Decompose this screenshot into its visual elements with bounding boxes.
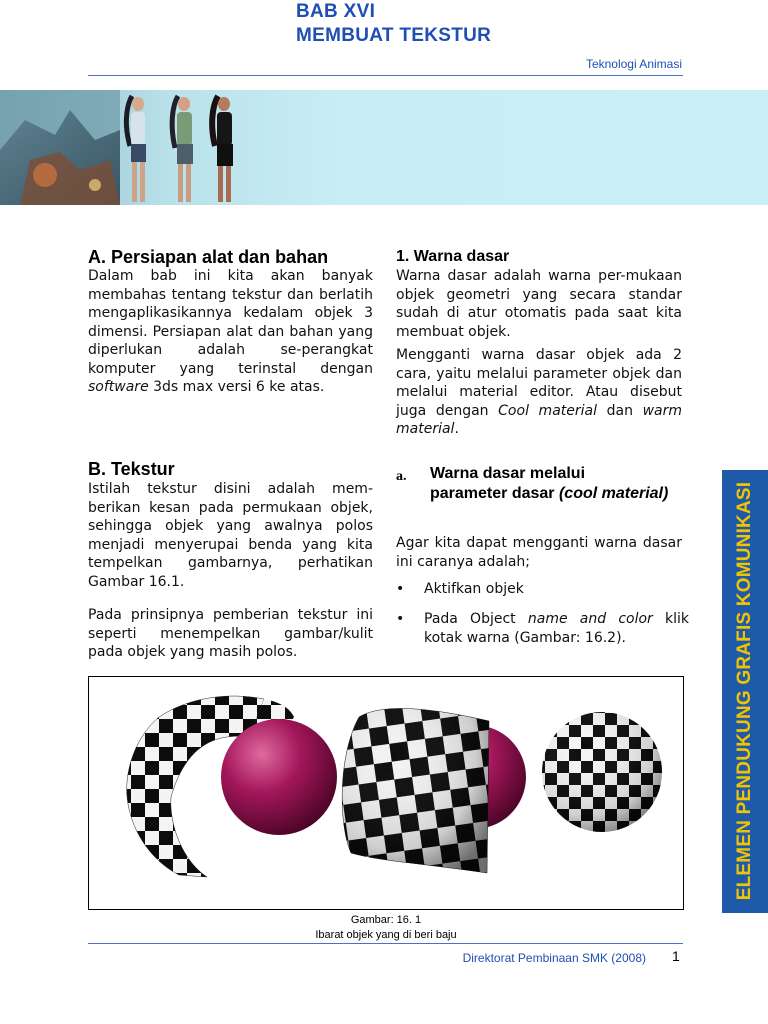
magenta-sphere-1 bbox=[221, 719, 337, 835]
footer-publisher: Direktorat Pembinaan SMK (2008) bbox=[462, 951, 646, 965]
subsection-a-paragraph: Agar kita dapat mengganti warna dasar ini caranya adalah; bbox=[396, 535, 682, 570]
bullet-icon: • bbox=[396, 581, 405, 597]
figure-caption-text: Ibarat objek yang di beri baju bbox=[315, 929, 457, 941]
side-section-tab bbox=[722, 470, 768, 913]
figure-caption-number: Gambar: 16. 1 bbox=[350, 914, 422, 926]
list-item bbox=[396, 610, 689, 650]
section-a-heading: A. Persiapan alat dan bahan bbox=[88, 247, 329, 267]
section-b-heading: B. Tekstur bbox=[88, 459, 175, 479]
subsection-1-paragraph-2: Mengganti warna dasar objek ada 2 cara, yaitu melalui parameter objek dan melalui material editor. Atau disebut juga dengan Cool material dan warm material. bbox=[396, 347, 682, 437]
section-b-paragraph-1: Istilah tekstur disini adalah mem-berikan kesan pada permukaan objek, sehingga objek yang awalnya polos menjadi menyerupai benda yang kita tempelkan gambarnya, perhatikan Gambar 16.1. bbox=[88, 481, 373, 590]
side-tab-label: ELEMEN PENDUKUNG GRAFIS KOMUNIKASI bbox=[734, 481, 755, 901]
textured-objects-illustration bbox=[89, 677, 683, 909]
chapter-banner-image bbox=[0, 90, 768, 205]
list-item bbox=[396, 580, 689, 600]
checker-sphere-object bbox=[542, 712, 662, 832]
footer-divider bbox=[88, 943, 683, 944]
section-b-paragraph-2: Pada prinsipnya pemberian tekstur ini seperti menempelkan gambar/kulit pada objek yang masih polos. bbox=[88, 607, 373, 660]
character-figure-3 bbox=[212, 96, 233, 202]
checker-cylinder-object bbox=[342, 708, 526, 873]
chapter-number: BAB XVI bbox=[296, 1, 376, 22]
chapter-heading bbox=[296, 0, 616, 48]
figure-16-1 bbox=[88, 676, 684, 910]
subsection-1-heading: 1. Warna dasar bbox=[396, 248, 510, 265]
header-divider bbox=[88, 75, 683, 76]
bullet-icon: • bbox=[396, 611, 405, 627]
header-subject-tag: Teknologi Animasi bbox=[585, 57, 682, 71]
subsection-a-marker: a. bbox=[396, 469, 407, 484]
list-item-text: Aktifkan objek bbox=[424, 581, 524, 597]
section-a-paragraph: Dalam bab ini kita akan banyak membahas tentang tekstur dan berlatih mengaplikasikannya kedalam objek 3 dimensi. Persiapan alat dan bahan yang diperlukan adalah se-perangkat komputer yang terinstal dengan software 3ds max versi 6 ke atas. bbox=[88, 268, 373, 395]
banner-illustration bbox=[0, 90, 768, 205]
chapter-title: MEMBUAT TEKSTUR bbox=[296, 25, 492, 46]
list-item-text: Pada Object name and color klik kotak warna (Gambar: 16.2). bbox=[424, 611, 690, 646]
character-figure-1 bbox=[126, 96, 146, 202]
page-number: 1 bbox=[672, 948, 680, 964]
character-figure-2 bbox=[172, 96, 193, 202]
subsection-1-paragraph-1: Warna dasar adalah warna per-mukaan objek geometri yang secara standar sudah di atur otomatis pada saat kita membuat objek. bbox=[396, 268, 682, 340]
subsection-a-heading: Warna dasar melalui parameter dasar (cool material) bbox=[430, 465, 669, 502]
